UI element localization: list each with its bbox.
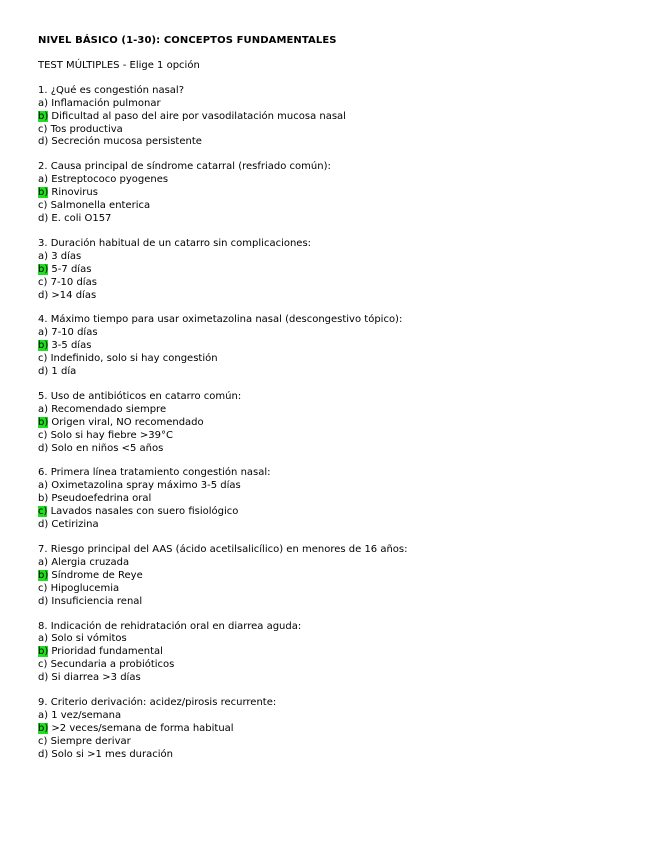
answer-option bbox=[38, 213, 638, 226]
answer-option bbox=[38, 136, 638, 149]
answer-option bbox=[38, 404, 638, 417]
answer-option bbox=[38, 187, 638, 200]
option-text: Pseudoefedrina oral bbox=[48, 493, 152, 505]
option-text: Tos productiva bbox=[47, 123, 123, 135]
question-text: 9. Criterio derivación: acidez/pirosis recurrente: bbox=[38, 697, 277, 709]
answer-option bbox=[38, 480, 638, 493]
option-text: 5-7 días bbox=[48, 263, 92, 275]
question-text: 8. Indicación de rehidratación oral en diarrea aguda: bbox=[38, 620, 302, 632]
answer-option bbox=[38, 736, 638, 749]
answer-option bbox=[38, 646, 638, 659]
answer-option bbox=[38, 583, 638, 596]
answer-option bbox=[38, 124, 638, 137]
question-item bbox=[38, 314, 638, 379]
option-text: Solo si vómitos bbox=[48, 633, 127, 645]
option-letter: d) bbox=[38, 595, 49, 607]
question-item bbox=[38, 697, 638, 762]
option-text: Rinovirus bbox=[48, 187, 98, 199]
option-letter: d) bbox=[38, 366, 49, 378]
answer-option bbox=[38, 633, 638, 646]
answer-option bbox=[38, 659, 638, 672]
correct-answer-marker: b) bbox=[38, 569, 49, 581]
option-letter: a) bbox=[38, 556, 49, 568]
option-letter: d) bbox=[38, 212, 49, 224]
option-text: Indefinido, solo si hay congestión bbox=[47, 353, 218, 365]
page-subtitle: TEST MÚLTIPLES - Elige 1 opción bbox=[38, 59, 200, 71]
option-letter: a) bbox=[38, 250, 49, 262]
answer-option bbox=[38, 98, 638, 111]
option-letter: c) bbox=[38, 123, 48, 135]
option-text: Solo si hay fiebre >39°C bbox=[47, 429, 173, 441]
option-text: Síndrome de Reye bbox=[48, 569, 143, 581]
question-item bbox=[38, 544, 638, 609]
correct-answer-marker: b) bbox=[38, 263, 49, 275]
answer-option bbox=[38, 353, 638, 366]
question-item bbox=[38, 238, 638, 303]
option-text: Solo si >1 mes duración bbox=[48, 748, 173, 760]
option-letter: d) bbox=[38, 442, 49, 454]
option-text: Solo en niños <5 años bbox=[48, 442, 164, 454]
option-text: Lavados nasales con suero fisiológico bbox=[47, 506, 239, 518]
option-text: Alergia cruzada bbox=[48, 556, 130, 568]
answer-option bbox=[38, 749, 638, 762]
option-letter: a) bbox=[38, 327, 49, 339]
question-text: 5. Uso de antibióticos en catarro común: bbox=[38, 390, 242, 402]
answer-option bbox=[38, 710, 638, 723]
option-text: E. coli O157 bbox=[48, 212, 112, 224]
option-text: Secundaria a probióticos bbox=[47, 659, 175, 671]
answer-option bbox=[38, 672, 638, 685]
option-text: 7-10 días bbox=[47, 276, 97, 288]
answer-option bbox=[38, 493, 638, 506]
answer-option bbox=[38, 557, 638, 570]
option-letter: a) bbox=[38, 709, 49, 721]
option-letter: c) bbox=[38, 429, 48, 441]
correct-answer-marker: b) bbox=[38, 187, 49, 199]
option-text: Secreción mucosa persistente bbox=[48, 136, 202, 148]
question-list bbox=[38, 85, 638, 762]
question-text: 3. Duración habitual de un catarro sin complicaciones: bbox=[38, 237, 312, 249]
option-letter: a) bbox=[38, 403, 49, 415]
option-letter: d) bbox=[38, 672, 49, 684]
answer-option bbox=[38, 251, 638, 264]
option-text: 7-10 días bbox=[48, 327, 98, 339]
answer-option bbox=[38, 506, 638, 519]
option-text: Siempre derivar bbox=[47, 735, 131, 747]
answer-option bbox=[38, 443, 638, 456]
correct-answer-marker: b) bbox=[38, 646, 49, 658]
question-item bbox=[38, 391, 638, 456]
answer-option bbox=[38, 596, 638, 609]
option-letter: c) bbox=[38, 276, 48, 288]
question-item bbox=[38, 621, 638, 686]
option-text: 3 días bbox=[48, 250, 82, 262]
option-text: Origen viral, NO recomendado bbox=[48, 416, 204, 428]
option-text: Prioridad fundamental bbox=[48, 646, 163, 658]
answer-option bbox=[38, 366, 638, 379]
option-letter: a) bbox=[38, 480, 49, 492]
answer-option bbox=[38, 277, 638, 290]
option-letter: d) bbox=[38, 136, 49, 148]
option-text: Inflamación pulmonar bbox=[48, 97, 161, 109]
option-letter: d) bbox=[38, 748, 49, 760]
option-text: Oximetazolina spray máximo 3-5 días bbox=[48, 480, 241, 492]
document-content bbox=[38, 35, 638, 774]
option-text: Cetirizina bbox=[48, 519, 99, 531]
correct-answer-marker: b) bbox=[38, 416, 49, 428]
answer-option bbox=[38, 327, 638, 340]
question-text: 1. ¿Qué es congestión nasal? bbox=[38, 84, 184, 96]
answer-option bbox=[38, 200, 638, 213]
option-text: 1 vez/semana bbox=[48, 709, 122, 721]
question-item bbox=[38, 467, 638, 532]
option-text: Si diarrea >3 días bbox=[48, 672, 141, 684]
answer-option bbox=[38, 111, 638, 124]
option-letter: a) bbox=[38, 97, 49, 109]
option-letter: c) bbox=[38, 735, 48, 747]
correct-answer-marker: b) bbox=[38, 722, 49, 734]
answer-option bbox=[38, 340, 638, 353]
answer-option bbox=[38, 174, 638, 187]
option-text: Hipoglucemia bbox=[47, 582, 120, 594]
option-letter: a) bbox=[38, 633, 49, 645]
option-letter: b) bbox=[38, 493, 49, 505]
correct-answer-marker: b) bbox=[38, 110, 49, 122]
correct-answer-marker: b) bbox=[38, 340, 49, 352]
option-text: >14 días bbox=[48, 289, 97, 301]
question-text: 4. Máximo tiempo para usar oximetazolina nasal (descongestivo tópico): bbox=[38, 314, 403, 326]
question-text: 2. Causa principal de síndrome catarral (resfriado común): bbox=[38, 161, 331, 173]
page-title: NIVEL BÁSICO (1-30): CONCEPTOS FUNDAMENTALES bbox=[38, 35, 337, 46]
answer-option bbox=[38, 417, 638, 430]
answer-option bbox=[38, 290, 638, 303]
correct-answer-marker: c) bbox=[38, 506, 48, 518]
option-text: >2 veces/semana de forma habitual bbox=[48, 722, 234, 734]
option-letter: d) bbox=[38, 519, 49, 531]
option-text: Insuficiencia renal bbox=[48, 595, 143, 607]
option-letter: d) bbox=[38, 289, 49, 301]
option-text: Salmonella enterica bbox=[47, 200, 151, 212]
answer-option bbox=[38, 519, 638, 532]
option-letter: c) bbox=[38, 200, 48, 212]
question-item bbox=[38, 85, 638, 150]
option-letter: c) bbox=[38, 659, 48, 671]
question-text: 6. Primera línea tratamiento congestión nasal: bbox=[38, 467, 271, 479]
answer-option bbox=[38, 570, 638, 583]
answer-option bbox=[38, 430, 638, 443]
answer-option bbox=[38, 723, 638, 736]
option-text: Dificultad al paso del aire por vasodilatación mucosa nasal bbox=[48, 110, 346, 122]
answer-option bbox=[38, 264, 638, 277]
option-text: Estreptococo pyogenes bbox=[48, 174, 169, 186]
question-text: 7. Riesgo principal del AAS (ácido acetilsalicílico) en menores de 16 años: bbox=[38, 544, 408, 555]
option-letter: c) bbox=[38, 353, 48, 365]
question-item bbox=[38, 161, 638, 226]
option-text: Recomendado siempre bbox=[48, 403, 167, 415]
option-letter: c) bbox=[38, 582, 48, 594]
option-letter: a) bbox=[38, 174, 49, 186]
option-text: 1 día bbox=[48, 366, 77, 378]
option-text: 3-5 días bbox=[48, 340, 92, 352]
